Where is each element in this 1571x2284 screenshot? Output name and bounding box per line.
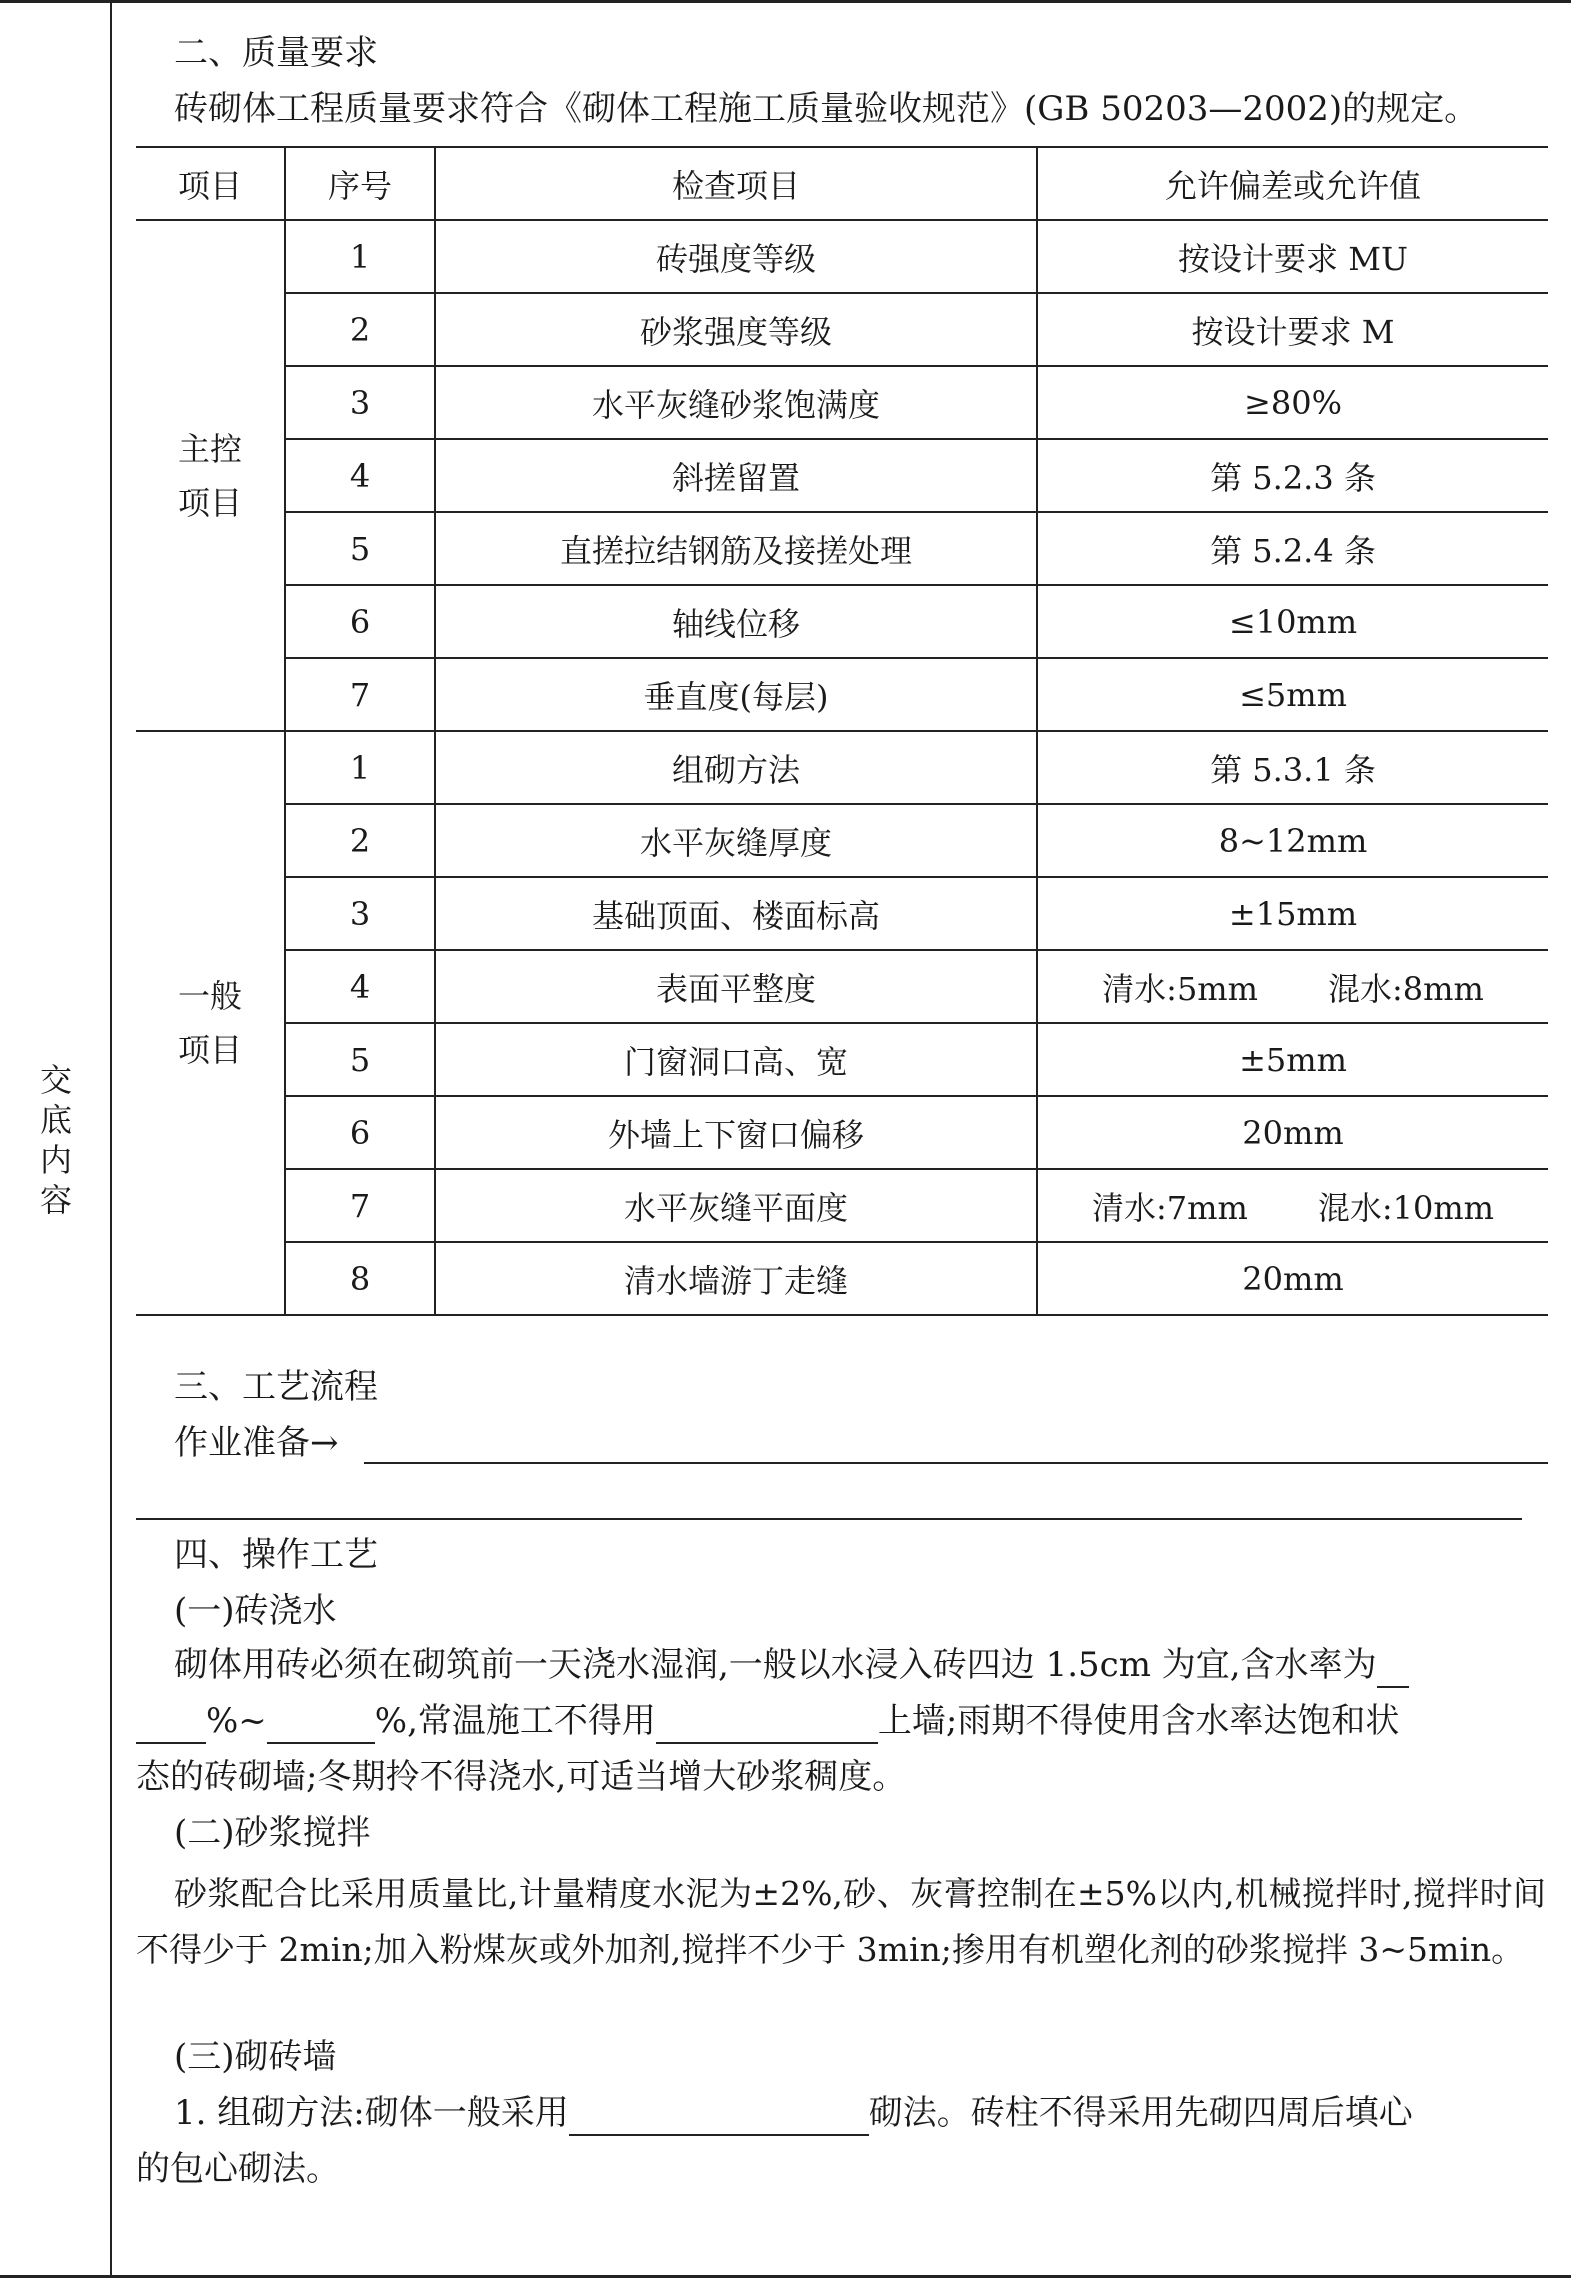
row-value: ±5mm [1037, 1023, 1548, 1096]
row-value-mixed: 混水:8mm [1328, 969, 1484, 1008]
bonding-method-blank [569, 2094, 869, 2136]
row-item: 水平灰缝平面度 [435, 1169, 1037, 1242]
row-item: 表面平整度 [435, 950, 1037, 1023]
forbidden-brick-blank [656, 1702, 878, 1744]
moisture-max-blank [267, 1702, 375, 1744]
section-1-text-a: 砌体用砖必须在砌筑前一天浇水湿润,一般以水浸入砖四边 1.5cm 为宜,含水率为 [174, 1645, 1377, 1685]
section-1-text-e: 态的砖砌墙;冬期拎不得浇水,可适当增大砂浆稠度。 [136, 1757, 907, 1797]
row-value-clear: 清水:5mm [1102, 969, 1258, 1008]
row-value: 20mm [1037, 1096, 1548, 1169]
row-value-split [1037, 1169, 1548, 1242]
table-row [136, 1023, 1548, 1096]
row-number: 2 [285, 804, 435, 877]
general-category-line1: 一般 [177, 977, 242, 1015]
table-row [136, 439, 1548, 512]
section-1-text-b: %~ [206, 1701, 267, 1741]
row-number: 4 [285, 950, 435, 1023]
table-row [136, 658, 1548, 731]
row-number: 2 [285, 293, 435, 366]
table-row [136, 585, 1548, 658]
side-label: 交底内容 [39, 1061, 72, 1219]
row-item: 组砌方法 [435, 731, 1037, 804]
process-blank-line-1 [364, 1462, 1548, 1464]
general-category-line2: 项目 [177, 1031, 242, 1069]
row-number: 7 [285, 658, 435, 731]
table-row [136, 366, 1548, 439]
section-3-text-line1 [174, 2090, 1413, 2136]
row-value: ±15mm [1037, 877, 1548, 950]
section-1-text-line2 [136, 1698, 1399, 1744]
row-value: 20mm [1037, 1242, 1548, 1315]
process-heading: 三、工艺流程 [174, 1367, 378, 1407]
table-header-row [136, 147, 1548, 220]
row-number: 3 [285, 877, 435, 950]
row-value: ≤5mm [1037, 658, 1548, 731]
row-number: 3 [285, 366, 435, 439]
table-row [136, 731, 1548, 804]
row-value: ≥80% [1037, 366, 1548, 439]
quality-heading: 二、质量要求 [174, 33, 378, 73]
section-3-text-b: 砌法。砖柱不得采用先砌四周后填心 [868, 2093, 1413, 2133]
table-row [136, 950, 1548, 1023]
header-number: 序号 [285, 147, 435, 220]
process-start: 作业准备→ [174, 1423, 339, 1463]
table-row [136, 293, 1548, 366]
header-tolerance: 允许偏差或允许值 [1037, 147, 1548, 220]
table-row [136, 804, 1548, 877]
row-item: 水平灰缝砂浆饱满度 [435, 366, 1037, 439]
table-row [136, 1096, 1548, 1169]
side-column [0, 0, 112, 2278]
row-value: 按设计要求 MU [1037, 220, 1548, 293]
general-category-cell [136, 731, 285, 1315]
section-2-title: (二)砂浆搅拌 [174, 1813, 371, 1853]
row-number: 6 [285, 585, 435, 658]
row-number: 6 [285, 1096, 435, 1169]
row-number: 5 [285, 1023, 435, 1096]
row-value: 8~12mm [1037, 804, 1548, 877]
row-number: 1 [285, 220, 435, 293]
section-1-text-c: %,常温施工不得用 [374, 1701, 656, 1741]
row-number: 7 [285, 1169, 435, 1242]
row-value: 第 5.2.3 条 [1037, 439, 1548, 512]
row-number: 4 [285, 439, 435, 512]
main-category-line2: 项目 [177, 483, 242, 522]
process-blank-line-2 [136, 1518, 1522, 1520]
row-number: 1 [285, 731, 435, 804]
row-number: 8 [285, 1242, 435, 1315]
row-item: 外墙上下窗口偏移 [435, 1096, 1037, 1169]
row-item: 基础顶面、楼面标高 [435, 877, 1037, 950]
table-row [136, 1242, 1548, 1315]
table-row [136, 1169, 1548, 1242]
section-2-text: 砂浆配合比采用质量比,计量精度水泥为±2%,砂、灰膏控制在±5%以内,机械搅拌时,搅拌时间不得少于 2min;加入粉煤灰或外加剂,搅拌不少于 3min;掺用有机塑化剂的砂浆搅拌 3~5min。 [136, 1874, 1546, 1969]
row-value: 第 5.3.1 条 [1037, 731, 1548, 804]
row-value: ≤10mm [1037, 585, 1548, 658]
row-value-split [1037, 950, 1548, 1023]
quality-intro: 砖砌体工程质量要求符合《砌体工程施工质量验收规范》(GB 50203—2002)的规定。 [174, 89, 1479, 129]
row-item: 砖强度等级 [435, 220, 1037, 293]
table-row [136, 877, 1548, 950]
section-1-text-line1 [174, 1642, 1409, 1688]
row-value: 按设计要求 M [1037, 293, 1548, 366]
row-value-clear: 清水:7mm [1091, 1188, 1248, 1227]
moisture-min-blank [136, 1702, 206, 1744]
table-row [136, 512, 1548, 585]
row-number: 5 [285, 512, 435, 585]
main-category-cell [136, 220, 285, 731]
section-1-text-d: 上墙;雨期不得使用含水率达饱和状 [877, 1701, 1400, 1741]
row-item: 门窗洞口高、宽 [435, 1023, 1037, 1096]
header-category: 项目 [136, 147, 285, 220]
main-category-line1: 主控 [177, 429, 242, 468]
table-row [136, 220, 1548, 293]
row-item: 垂直度(每层) [435, 658, 1037, 731]
moisture-min-tail-blank [1377, 1646, 1409, 1688]
row-item: 斜搓留置 [435, 439, 1037, 512]
row-item: 砂浆强度等级 [435, 293, 1037, 366]
row-item: 直搓拉结钢筋及接搓处理 [435, 512, 1037, 585]
header-check-item: 检查项目 [435, 147, 1037, 220]
quality-table [136, 146, 1548, 1316]
section-1-title: (一)砖浇水 [174, 1591, 337, 1631]
section-3-text-a: 1. 组砌方法:砌体一般采用 [174, 2093, 569, 2133]
row-value: 第 5.2.4 条 [1037, 512, 1548, 585]
row-item: 轴线位移 [435, 585, 1037, 658]
row-item: 清水墙游丁走缝 [435, 1242, 1037, 1315]
section-3-title: (三)砌砖墙 [174, 2037, 337, 2077]
row-item: 水平灰缝厚度 [435, 804, 1037, 877]
section-3-text-c: 的包心砌法。 [136, 2149, 340, 2189]
row-value-mixed: 混水:10mm [1317, 1188, 1495, 1227]
operation-heading: 四、操作工艺 [174, 1535, 378, 1575]
